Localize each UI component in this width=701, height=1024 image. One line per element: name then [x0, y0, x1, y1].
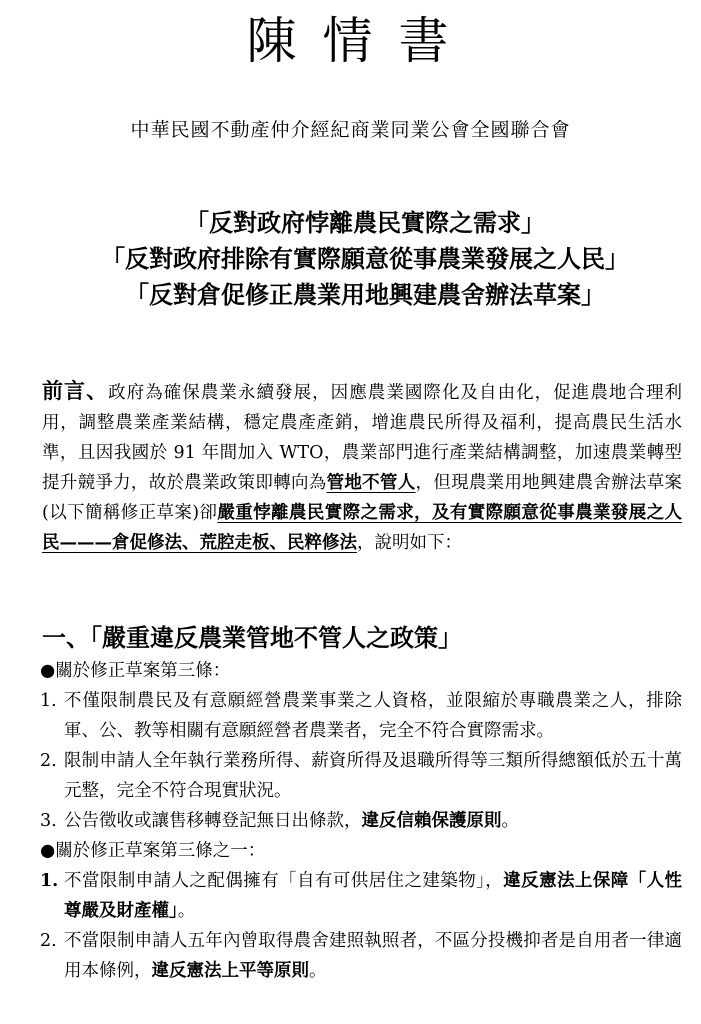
intro-text-2: ，但現農業用地興建農舍辦法草案(以下簡稱修正草案)卻 — [42, 473, 683, 523]
item-text-wrap — [64, 866, 682, 926]
group-1-heading: ●關於修正草案第三條： — [40, 661, 231, 681]
section-1-body — [40, 656, 682, 986]
list-item — [40, 746, 682, 806]
item-tail: 。 — [309, 961, 327, 981]
item-text: 不當限制申請人五年內曾取得農舍建照執照者，不區分投機抑者是自用者一律適用本條例， — [64, 931, 682, 981]
item-bold-text: 違反憲法上保障「人性尊嚴及財產權」 — [64, 871, 683, 921]
organization-name: 中華民國不動產仲介經紀商業同業公會全國聯合會 — [130, 119, 571, 141]
item-text: 不僅限制農民及有意願經營農業事業之人資格，並限縮於專職農業之人，排除軍、公、教等相關有意願經營者農業者，完全不符合實際需求。 — [64, 691, 682, 741]
slogan-1: 「反對政府悖離農民實際之需求」 — [185, 208, 545, 237]
slogan-block — [50, 205, 680, 313]
intro-lead: 前言、 — [42, 378, 109, 403]
item-text: 限制申請人全年執行業務所得、薪資所得及退職所得等三類所得總額低於五十萬元整，完全不符合現實狀況。 — [64, 751, 682, 801]
item-bold-text: 違反信賴保護原則 — [361, 811, 502, 831]
document-title: 陳情書 — [246, 12, 475, 70]
item-number: 1. — [40, 691, 57, 711]
list-item — [40, 866, 682, 926]
item-number: 2. — [40, 931, 57, 951]
item-tail: 。 — [501, 811, 519, 831]
intro-text-3: ，說明如下： — [357, 533, 462, 553]
intro-underline-1: 管地不管人 — [326, 473, 416, 493]
item-number: 3. — [40, 811, 57, 831]
list-item — [40, 806, 682, 836]
intro-paragraph — [42, 376, 682, 558]
item-number: 1. — [40, 871, 59, 891]
item-tail: 。 — [177, 901, 196, 921]
item-bold-text: 違反憲法上平等原則 — [151, 961, 309, 981]
intro-underline-2: 嚴重悖離農民實際之需求，及有實際願意從事農業發展之人民———倉促修法、荒腔走板、民粹修法 — [42, 503, 683, 553]
section-1-title: 一、「嚴重違反農業管地不管人之政策」 — [42, 623, 462, 652]
group-2-heading: ●關於修正草案第三條之一： — [40, 841, 266, 861]
slogan-3: 「反對倉促修正農業用地興建農舍辦法草案」 — [125, 280, 605, 309]
list-item — [40, 686, 682, 746]
intro-text-1: 政府為確保農業永續發展，因應農業國際化及自由化，促進農地合理利用，調整農業產業結構，穩定農產產銷，增進農民所得及福利，提高農民生活水準，且因我國於 91 年間加入 WTO，農業部門進行產業結構調整，加速農業轉型提升競爭力，故於農業政策即轉向為 — [42, 383, 683, 493]
item-text-wrap — [64, 806, 682, 836]
item-text: 不當限制申請人之配偶擁有「自有可供居住之建築物」， — [64, 871, 504, 891]
list-item — [40, 926, 682, 986]
item-text: 公告徵收或讓售移轉登記無日出條款， — [64, 811, 362, 831]
slogan-2: 「反對政府排除有實際願意從事農業發展之人民」 — [101, 244, 629, 273]
item-text-wrap — [64, 926, 682, 986]
item-number: 2. — [40, 751, 57, 771]
